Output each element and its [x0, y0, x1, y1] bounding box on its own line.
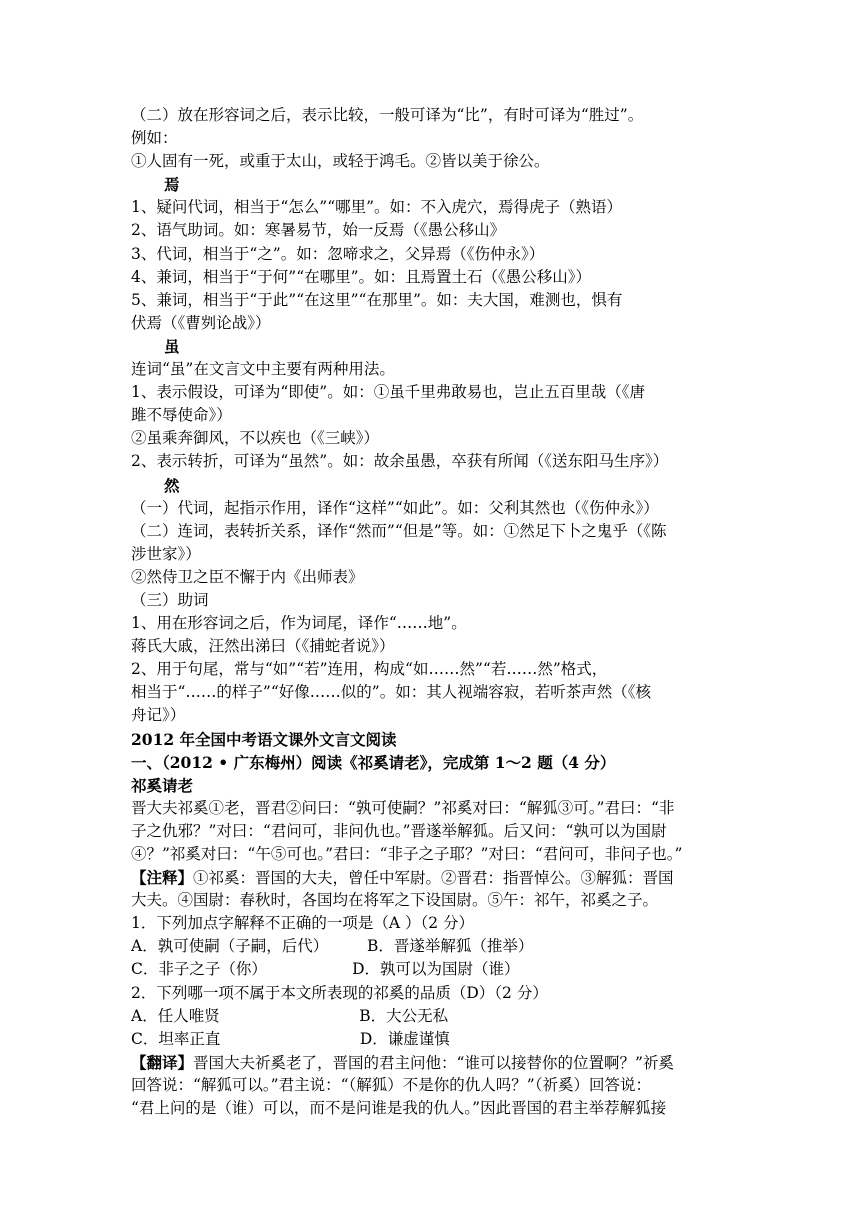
line-text: 雎不辱使命》） [131, 406, 232, 425]
text-line [131, 982, 741, 1005]
line-text: 然 [164, 475, 180, 495]
line-text: 舟记》） [131, 706, 186, 725]
line-text: 1．下列加点字解释不正确的一项是（A ）（2 分） [131, 914, 475, 933]
line-text: 2、用于句尾，常与“如”“若”连用，构成“如……然”“若……然”格式， [131, 660, 608, 679]
line-text: 2、语气助词。如：寒暑易节，始一反焉（《愚公移山》 [131, 221, 506, 240]
line-text: ②虽乘奔御风，不以疾也（《三峡》） [131, 429, 380, 448]
line-text: 伏焉（《曹刿论战》） [131, 313, 271, 332]
text-line [131, 427, 741, 450]
text-line [131, 1005, 741, 1028]
text-line [131, 889, 741, 912]
line-text: C．非子之子（你） D．孰可以为国尉（谁） [131, 960, 520, 979]
text-line [131, 358, 741, 381]
text-line [131, 173, 741, 196]
bold-label: 【翻译】 [131, 1052, 194, 1072]
line-text: 例如： [131, 129, 178, 148]
text-line [131, 127, 741, 150]
text-line [131, 289, 741, 312]
line-text: 1、用在形容词之后，作为词尾，译作“……地”。 [131, 614, 467, 633]
text-line [131, 774, 741, 797]
document-body [131, 104, 741, 1120]
line-text: 2、表示转折，可译为“虽然”。如：故余虽愚，卒获有所闻（《送东阳马生序》） [131, 452, 669, 471]
text-line [131, 704, 741, 727]
line-text: 祁奚请老 [131, 775, 194, 795]
text-line [131, 312, 741, 335]
text-line [131, 543, 741, 566]
line-text: 焉 [164, 175, 180, 195]
text-line [131, 935, 741, 958]
text-line [131, 681, 741, 704]
line-text: 4、兼词，相当于“于何”“在哪里”。如：且焉置土石（《愚公移山》） [131, 267, 592, 286]
text-line [131, 1097, 741, 1120]
line-text: ①祁奚：晋国的大夫，曾任中军尉。②晋君：指晋悼公。③解狐：晋国 [193, 869, 674, 888]
text-line [131, 520, 741, 543]
text-line [131, 335, 741, 358]
text-line [131, 635, 741, 658]
text-line [131, 1028, 741, 1051]
line-text: 2012 年全国中考语文课外文言文阅读 [131, 729, 397, 749]
text-line [131, 381, 741, 404]
text-line [131, 219, 741, 242]
line-text: ②然侍卫之臣不懈于内《出师表》 [131, 567, 364, 586]
line-text: 蒋氏大戚，汪然出涕曰（《捕蛇者说》） [131, 637, 395, 656]
line-text: 大夫。④国尉：春秋时，各国均在将军之下设国尉。⑤午：祁午，祁奚之子。 [131, 891, 659, 910]
text-line [131, 866, 741, 889]
text-line [131, 751, 741, 774]
text-line [131, 497, 741, 520]
text-line [131, 150, 741, 173]
line-text: 5、兼词，相当于“于此”“在这里”“在那里”。如：夫大国，难测也，惧有 [131, 290, 623, 309]
line-text: （二）连词，表转折关系，译作“然而”“但是”等。如：①然足下卜之鬼乎（《陈 [131, 521, 667, 540]
line-text: 晋国大夫祈奚老了，晋国的君主问他：“谁可以接替你的位置啊？”祈奚 [193, 1053, 674, 1072]
text-line [131, 243, 741, 266]
text-line [131, 474, 741, 497]
line-text: C．坦率正直 D．谦虚谨慎 [131, 1029, 450, 1048]
text-line [131, 589, 741, 612]
text-line [131, 1051, 741, 1074]
text-line [131, 797, 741, 820]
text-line [131, 612, 741, 635]
text-line [131, 266, 741, 289]
line-text: ①人固有一死，或重于太山，或轻于鸿毛。②皆以美于徐公。 [131, 152, 550, 171]
text-line [131, 450, 741, 473]
text-line [131, 196, 741, 219]
line-text: 子之仇邪？”对曰：“君问可，非问仇也。”晋遂举解狐。后又问：“孰可以为国尉 [131, 821, 667, 840]
line-text: A．孰可使嗣（子嗣，后代） B．晋遂举解狐（推举） [131, 937, 534, 956]
text-line [131, 404, 741, 427]
line-text: （二）放在形容词之后，表示比较，一般可译为“比”，有时可译为“胜过”。 [131, 106, 644, 124]
line-text: 虽 [164, 336, 180, 356]
text-line [131, 658, 741, 681]
line-text: （一）代词，起指示作用，译作“这样”“如此”。如：父利其然也（《伤仲永》） [131, 498, 659, 517]
text-line [131, 728, 741, 751]
bold-label: 【注释】 [131, 868, 194, 888]
line-text: 相当于“……的样子”“好像……似的”。如：其人视端容寂，若听茶声然（《核 [131, 683, 651, 702]
line-text: 晋大夫祁奚①老，晋君②问曰：“孰可使嗣？”祁奚对曰：“解狐③可。”君曰：“非 [131, 798, 675, 817]
line-text: 涉世家》） [131, 544, 201, 563]
line-text: 回答说：“解狐可以。”君主说：“（解狐）不是你的仇人吗？”（祈奚）回答说： [131, 1075, 651, 1094]
text-line [131, 912, 741, 935]
line-text: 连词“虽”在文言文中主要有两种用法。 [131, 360, 395, 379]
text-line [131, 820, 741, 843]
line-text: 一、（2012 • 广东梅州）阅读《祁奚请老》，完成第 1～2 题（4 分） [131, 752, 616, 772]
text-line [131, 104, 741, 127]
line-text: 1、表示假设，可译为“即使”。如：①虽千里弗敢易也，岂止五百里哉（《唐 [131, 383, 645, 402]
line-text: 1、疑问代词，相当于“怎么”“哪里”。如：不入虎穴，焉得虎子（熟语） [131, 198, 623, 217]
line-text: 3、代词，相当于“之”。如：忽啼求之，父异焉（《伤仲永》） [131, 244, 545, 263]
text-line [131, 566, 741, 589]
text-line [131, 958, 741, 981]
line-text: “君上问的是（谁）可以，而不是问谁是我的仇人。”因此晋国的君主举荐解狐接 [131, 1099, 667, 1118]
text-line [131, 843, 741, 866]
line-text: ④？”祁奚对曰：“午⑤可也。”君曰：“非子之子耶？”对曰：“君问可，非问子也。” [131, 845, 683, 863]
line-text: 2．下列哪一项不属于本文所表现的祁奚的品质（D）（2 分） [131, 983, 548, 1002]
text-line [131, 1074, 741, 1097]
line-text: A．任人唯贤 B．大公无私 [131, 1006, 449, 1025]
line-text: （三）助词 [131, 590, 209, 609]
